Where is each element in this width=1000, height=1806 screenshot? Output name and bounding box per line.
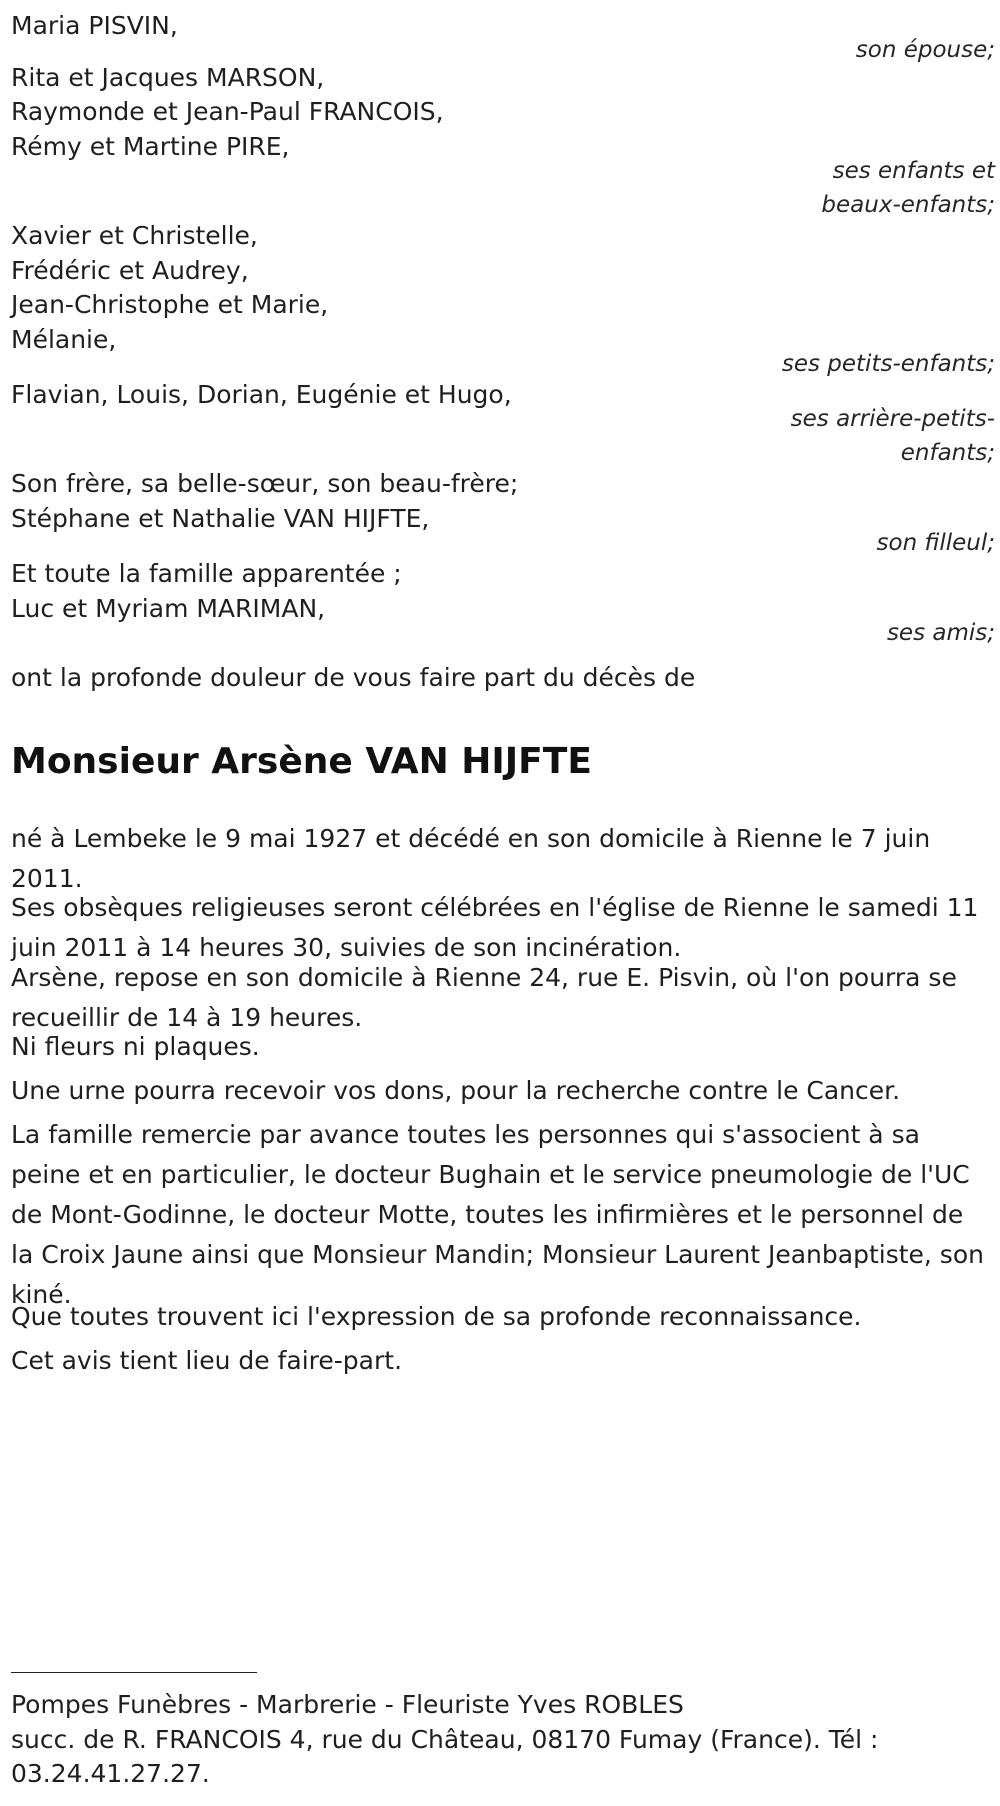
family-line-child: Raymonde et Jean-Paul FRANCOIS, bbox=[11, 97, 444, 126]
family-line-grandchild: Xavier et Christelle, bbox=[11, 221, 258, 250]
family-line-child: Rémy et Martine PIRE, bbox=[11, 132, 290, 161]
funeral-paragraph: Ses obsèques religieuses seront célébrées en l'église de Rienne le samedi 11 juin 2011 à 14 heures 30, suivies de son incinération. bbox=[11, 893, 979, 962]
relation-label-children-cont: beaux-enfants; bbox=[821, 192, 995, 218]
birth-death-paragraph: né à Lembeke le 9 mai 1927 et décédé en son domicile à Rienne le 7 juin 2011. bbox=[11, 824, 931, 893]
relation-label-spouse: son épouse; bbox=[855, 37, 995, 63]
family-line-grandchild: Mélanie, bbox=[11, 325, 117, 354]
family-line-relatives: Et toute la famille apparentée ; bbox=[11, 559, 402, 588]
deceased-name-heading: Monsieur Arsène VAN HIJFTE bbox=[11, 741, 592, 782]
relation-label-children: ses enfants et bbox=[832, 158, 995, 184]
family-line-grandchild: Frédéric et Audrey, bbox=[11, 256, 249, 285]
donations-paragraph: Une urne pourra recevoir vos dons, pour la recherche contre le Cancer. bbox=[11, 1076, 901, 1105]
relation-label-friends: ses amis; bbox=[886, 620, 995, 646]
family-line-friends: Luc et Myriam MARIMAN, bbox=[11, 594, 326, 623]
family-line-godson: Stéphane et Nathalie VAN HIJFTE, bbox=[11, 504, 430, 533]
family-line-grandchild: Jean-Christophe et Marie, bbox=[11, 290, 329, 319]
relation-label-great-grandchildren: ses arrière-petits- bbox=[790, 406, 995, 432]
footer-company: Pompes Funèbres - Marbrerie - Fleuriste Yves ROBLES bbox=[11, 1690, 684, 1719]
no-flowers-paragraph: Ni fleurs ni plaques. bbox=[11, 1032, 260, 1061]
family-line-spouse: Maria PISVIN, bbox=[11, 11, 178, 40]
footer-address: succ. de R. FRANCOIS 4, rue du Château, 08170 Fumay (France). Tél : bbox=[11, 1725, 879, 1754]
footer-phone: 03.24.41.27.27. bbox=[11, 1759, 210, 1788]
relation-label-great-grandchildren-cont: enfants; bbox=[900, 440, 995, 466]
relation-label-godson: son filleul; bbox=[876, 530, 995, 556]
notice-paragraph: Cet avis tient lieu de faire-part. bbox=[11, 1346, 403, 1375]
thanks-paragraph: La famille remercie par avance toutes les personnes qui s'associent à sa peine et en particulier, le docteur Bughain et le service pneumologie de l'UC de Mont-Godinne, le docteur Motte, toutes les infirmières et le personnel de la Croix Jaune ainsi que Monsieur Mandin; Monsieur Laurent Jeanbaptiste, son kiné. bbox=[11, 1120, 984, 1309]
footer-divider bbox=[11, 1672, 257, 1673]
family-line-great-grandchildren: Flavian, Louis, Dorian, Eugénie et Hugo, bbox=[11, 380, 512, 409]
family-line-child: Rita et Jacques MARSON, bbox=[11, 63, 325, 92]
family-line-siblings: Son frère, sa belle-sœur, son beau-frère; bbox=[11, 469, 519, 498]
relation-label-grandchildren: ses petits-enfants; bbox=[781, 351, 995, 377]
announcement-text: ont la profonde douleur de vous faire part du décès de bbox=[11, 663, 696, 692]
viewing-paragraph: Arsène, repose en son domicile à Rienne 24, rue E. Pisvin, où l'on pourra se recueillir de 14 à 19 heures. bbox=[11, 963, 957, 1032]
gratitude-paragraph: Que toutes trouvent ici l'expression de sa profonde reconnaissance. bbox=[11, 1302, 862, 1331]
